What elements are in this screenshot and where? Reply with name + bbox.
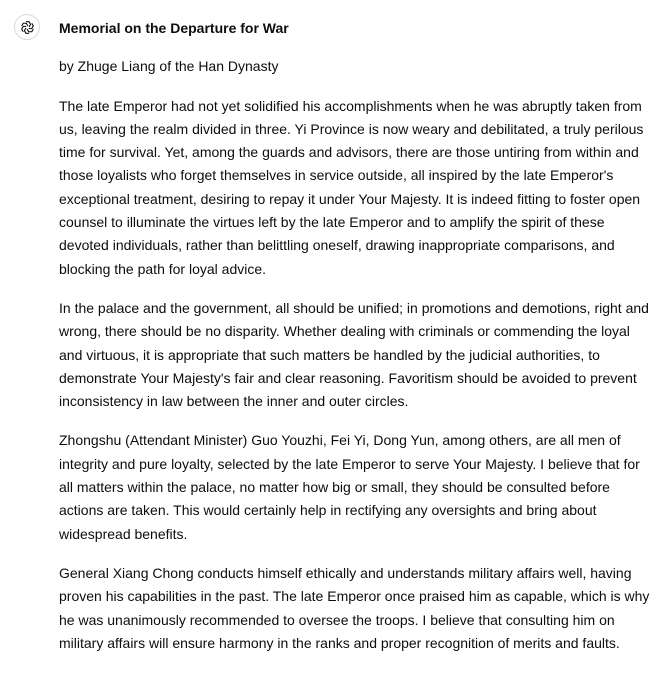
assistant-message [59,17,653,671]
message-title: Memorial on the Departure for War [59,20,289,36]
message-paragraph-1: The late Emperor had not yet solidified his accomplishments when he was abruptly taken from us, leaving the realm divided in three. Yi Province is now weary and debilitated, a truly perilous time for survival. Yet, among the guards and advisors, there are those untiring from within and those loyalists who forget themselves in service outside, all inspired by the late Emperor's exceptional treatment, desiring to repay it under Your Majesty. It is indeed fitting to foster open counsel to illuminate the virtues left by the late Emperor and to amplify the spirit of these devoted individuals, rather than belittling oneself, drawing inappropriate comparisons, and blocking the path for loyal advice. [59,97,644,277]
openai-logo-icon [19,19,36,36]
message-paragraph-4: General Xiang Chong conducts himself ethically and understands military affairs well, having proven his capabilities in the past. The late Emperor once praised him as capable, which is why he was unanimously recommended to oversee the troops. I believe that consulting him on military affairs will ensure harmony in the ranks and proper recognition of merits and faults. [59,564,650,651]
message-paragraph-2: In the palace and the government, all should be unified; in promotions and demotions, right and wrong, there should be no disparity. Whether dealing with criminals or commending the loyal and virtuous, it is appropriate that such matters be handled by the judicial authorities, to demonstrate Your Majesty's fair and clear reasoning. Favoritism should be avoided to prevent inconsistency in law between the inner and outer circles. [59,299,649,410]
message-paragraph-3: Zhongshu (Attendant Minister) Guo Youzhi, Fei Yi, Dong Yun, among others, are all men of integrity and pure loyalty, selected by the late Emperor to serve Your Majesty. I believe that for all matters within the palace, no matter how big or small, they should be consulted before actions are taken. This would certainly help in rectifying any oversights and bring about widespread benefits. [59,432,640,542]
message-author: by Zhuge Liang of the Han Dynasty [59,58,279,75]
assistant-avatar [14,14,40,40]
